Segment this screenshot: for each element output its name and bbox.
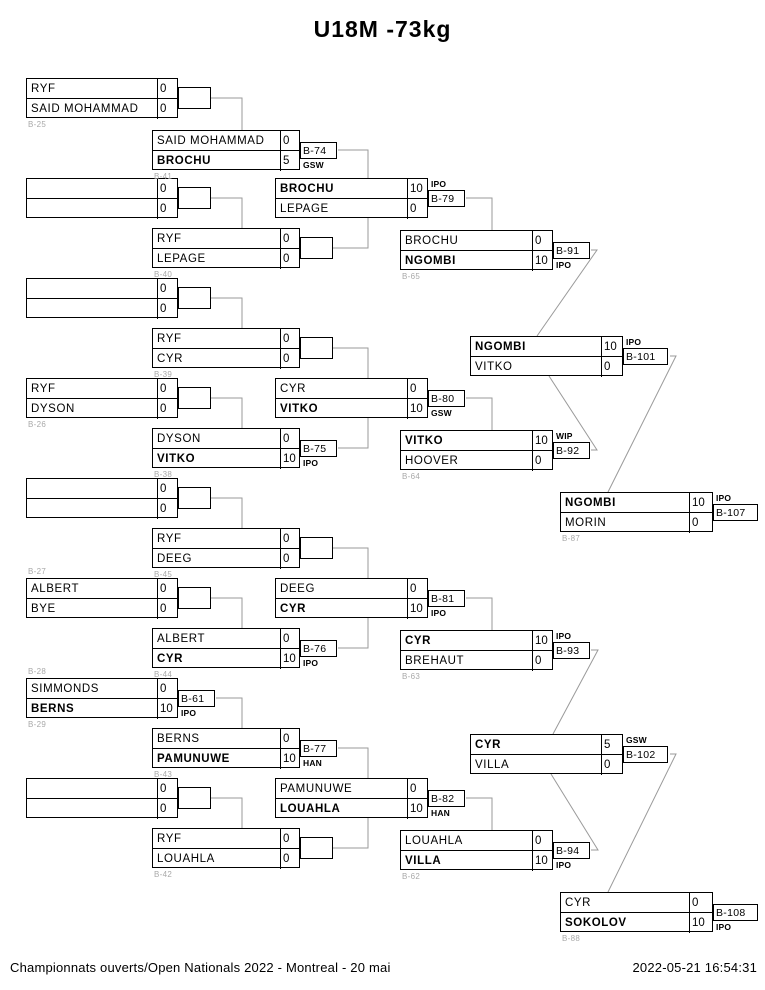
athlete-score: 0 [157, 99, 177, 119]
bracket-line [333, 348, 368, 378]
athlete-score: 10 [532, 631, 552, 651]
athlete-score: 0 [601, 755, 622, 775]
athlete-name: VITKO [475, 361, 513, 373]
match-box [470, 336, 623, 376]
bracket-line [466, 598, 492, 630]
athlete-name: BERNS [157, 732, 200, 745]
athlete-score: 10 [280, 449, 299, 469]
athlete-name: DEEG [280, 582, 315, 595]
athlete-name: CYR [157, 653, 184, 665]
match-number-tag: B-80 [428, 390, 465, 407]
bracket-line [338, 150, 368, 178]
athlete-row [27, 379, 177, 399]
event-title: Championnats ouverts/Open Nationals 2022 - Montreal - 20 mai [10, 960, 391, 975]
match-box [26, 278, 178, 318]
athlete-name: DEEG [157, 553, 192, 565]
athlete-score: 0 [280, 629, 299, 649]
connector-box [178, 587, 211, 609]
bracket-line [333, 218, 368, 248]
athlete-row [153, 429, 299, 449]
athlete-score: 0 [532, 231, 552, 251]
athlete-row [27, 599, 177, 619]
match-box [26, 378, 178, 418]
match-box [560, 492, 713, 532]
athlete-score: 0 [280, 729, 299, 749]
athlete-row [276, 199, 427, 219]
athlete-score: 0 [157, 279, 177, 299]
connector-box [300, 237, 333, 259]
draw-code: B-42 [154, 870, 173, 879]
athlete-row [276, 399, 427, 419]
athlete-row [27, 299, 177, 319]
match-number-tag: B-101 [623, 348, 668, 365]
athlete-score: 0 [157, 779, 177, 799]
athlete-name: RYF [157, 832, 182, 845]
match-number-tag: B-107 [713, 504, 758, 521]
athlete-name: NGOMBI [475, 340, 526, 353]
athlete-name: RYF [31, 82, 56, 95]
athlete-name: PAMUNUWE [280, 782, 353, 795]
athlete-name: RYF [31, 382, 56, 395]
athlete-name: VITKO [157, 453, 196, 465]
connector-box [178, 487, 211, 509]
draw-code: B-41 [154, 172, 173, 181]
athlete-name: CYR [565, 896, 592, 909]
athlete-score: 0 [280, 529, 299, 549]
athlete-score: 0 [157, 199, 177, 219]
match-box [400, 830, 553, 870]
athlete-score: 0 [407, 579, 427, 599]
athlete-row [401, 251, 552, 271]
athlete-row [561, 493, 712, 513]
athlete-name: LEPAGE [280, 203, 329, 215]
match-box [26, 778, 178, 818]
athlete-name: ALBERT [157, 632, 206, 645]
athlete-name: CYR [405, 634, 432, 647]
athlete-name: VILLA [475, 759, 510, 771]
athlete-score: 0 [157, 679, 177, 699]
athlete-score: 0 [157, 479, 177, 499]
draw-code: B-45 [154, 570, 173, 579]
athlete-score: 0 [407, 379, 427, 399]
athlete-row [401, 451, 552, 471]
athlete-row [401, 631, 552, 651]
athlete-score: 0 [157, 599, 177, 619]
athlete-name: ALBERT [31, 582, 80, 595]
match-box [26, 678, 178, 718]
bracket-line [338, 618, 368, 648]
athlete-name: SAID MOHAMMAD [31, 103, 139, 115]
match-number-tag: B-76 [300, 640, 337, 657]
athlete-row [561, 513, 712, 533]
athlete-name: VITKO [405, 434, 444, 447]
win-type-note: IPO [556, 260, 572, 270]
athlete-row [153, 729, 299, 749]
athlete-row [471, 337, 622, 357]
athlete-score: 10 [280, 749, 299, 769]
win-type-note: GSW [431, 408, 452, 418]
athlete-row [153, 229, 299, 249]
athlete-name: BROCHU [157, 155, 212, 167]
athlete-score: 10 [407, 399, 427, 419]
athlete-score: 0 [280, 329, 299, 349]
athlete-name: NGOMBI [405, 255, 456, 267]
athlete-row [27, 479, 177, 499]
athlete-name: HOOVER [405, 455, 459, 467]
match-number-tag: B-108 [713, 904, 758, 921]
athlete-row [401, 431, 552, 451]
athlete-name: DYSON [157, 432, 201, 445]
win-type-note: IPO [303, 658, 319, 668]
bracket-line [211, 598, 242, 628]
win-type-note: IPO [716, 493, 732, 503]
win-type-note: IPO [303, 458, 319, 468]
athlete-score: 0 [157, 499, 177, 519]
athlete-name: CYR [157, 353, 184, 365]
athlete-name: BERNS [31, 703, 75, 715]
athlete-score: 10 [532, 851, 552, 871]
draw-code: B-29 [28, 720, 47, 729]
draw-code: B-40 [154, 270, 173, 279]
draw-code: B-44 [154, 670, 173, 679]
match-number-tag: B-75 [300, 440, 337, 457]
draw-code: B-87 [562, 534, 581, 543]
athlete-row [27, 279, 177, 299]
athlete-score: 0 [157, 299, 177, 319]
athlete-row [153, 749, 299, 769]
athlete-row [27, 79, 177, 99]
athlete-row [276, 379, 427, 399]
draw-code: B-39 [154, 370, 173, 379]
match-box [26, 478, 178, 518]
win-type-note: IPO [181, 708, 197, 718]
athlete-row [27, 799, 177, 819]
bracket-line [211, 298, 242, 328]
athlete-name: VITKO [280, 403, 319, 415]
match-number-tag: B-81 [428, 590, 465, 607]
athlete-name: SAID MOHAMMAD [157, 134, 265, 147]
match-box [152, 728, 300, 768]
win-type-note: WIP [556, 431, 573, 441]
athlete-row [276, 779, 427, 799]
athlete-row [561, 893, 712, 913]
athlete-score: 0 [280, 229, 299, 249]
match-box [470, 734, 623, 774]
match-box [275, 578, 428, 618]
athlete-row [276, 799, 427, 819]
athlete-row [561, 913, 712, 933]
athlete-row [276, 599, 427, 619]
bracket-line [211, 98, 242, 130]
athlete-score: 5 [280, 151, 299, 171]
athlete-score: 0 [280, 429, 299, 449]
win-type-note: HAN [431, 808, 451, 818]
connector-box [300, 337, 333, 359]
match-number-tag: B-94 [553, 842, 590, 859]
bracket-line [466, 198, 492, 230]
match-box [26, 78, 178, 118]
draw-code: B-25 [28, 120, 47, 129]
win-type-note: IPO [431, 608, 447, 618]
athlete-score: 0 [532, 451, 552, 471]
match-number-tag: B-77 [300, 740, 337, 757]
athlete-score: 0 [601, 357, 622, 377]
connector-box [178, 287, 211, 309]
connector-box [300, 537, 333, 559]
draw-code: B-43 [154, 770, 173, 779]
match-box [152, 428, 300, 468]
bracket-line [333, 818, 368, 848]
draw-code: B-62 [402, 872, 421, 881]
athlete-score: 0 [532, 831, 552, 851]
athlete-name: VILLA [405, 855, 442, 867]
match-box [152, 628, 300, 668]
athlete-row [401, 231, 552, 251]
match-number-tag: B-61 [178, 690, 215, 707]
athlete-row [276, 579, 427, 599]
athlete-row [276, 179, 427, 199]
draw-code: B-88 [562, 934, 581, 943]
match-number-tag: B-82 [428, 790, 465, 807]
win-type-note: GSW [626, 735, 647, 745]
athlete-row [153, 449, 299, 469]
athlete-row [27, 199, 177, 219]
athlete-score: 0 [407, 779, 427, 799]
draw-code: B-27 [28, 567, 47, 576]
athlete-row [153, 529, 299, 549]
match-box [275, 778, 428, 818]
draw-code: B-28 [28, 667, 47, 676]
match-box [275, 178, 428, 218]
connector-box [300, 837, 333, 859]
athlete-score: 0 [689, 893, 712, 913]
match-number-tag: B-74 [300, 142, 337, 159]
match-box [152, 130, 300, 170]
athlete-score: 0 [157, 799, 177, 819]
athlete-score: 0 [407, 199, 427, 219]
athlete-score: 0 [280, 349, 299, 369]
match-number-tag: B-93 [553, 642, 590, 659]
athlete-score: 0 [280, 549, 299, 569]
match-box [400, 630, 553, 670]
athlete-score: 0 [689, 513, 712, 533]
connector-box [178, 787, 211, 809]
athlete-row [401, 831, 552, 851]
bracket-line [216, 698, 242, 728]
print-timestamp: 2022-05-21 16:54:31 [632, 960, 757, 975]
athlete-score: 0 [532, 651, 552, 671]
match-box [275, 378, 428, 418]
bracket-line [333, 548, 368, 578]
athlete-score: 10 [407, 599, 427, 619]
draw-code: B-26 [28, 420, 47, 429]
athlete-row [27, 99, 177, 119]
athlete-row [27, 499, 177, 519]
match-box [152, 228, 300, 268]
win-type-note: IPO [716, 922, 732, 932]
athlete-score: 0 [157, 399, 177, 419]
match-box [26, 178, 178, 218]
athlete-score: 0 [157, 379, 177, 399]
bracket-line [466, 798, 492, 830]
win-type-note: IPO [431, 179, 447, 189]
match-box [400, 430, 553, 470]
match-number-tag: B-91 [553, 242, 590, 259]
draw-code: B-38 [154, 470, 173, 479]
athlete-score: 10 [532, 251, 552, 271]
athlete-row [401, 651, 552, 671]
win-type-note: IPO [556, 631, 572, 641]
athlete-row [153, 629, 299, 649]
athlete-score: 10 [407, 799, 427, 819]
athlete-name: RYF [157, 532, 182, 545]
athlete-name: SIMMONDS [31, 682, 100, 695]
draw-code: B-65 [402, 272, 421, 281]
match-box [152, 828, 300, 868]
draw-code: B-63 [402, 672, 421, 681]
athlete-score: 10 [280, 649, 299, 669]
match-number-tag: B-92 [553, 442, 590, 459]
bracket-line [338, 418, 368, 448]
athlete-row [153, 131, 299, 151]
athlete-row [401, 851, 552, 871]
athlete-score: 0 [157, 179, 177, 199]
athlete-name: BYE [31, 603, 56, 615]
bracket-line [211, 398, 242, 428]
match-number-tag: B-102 [623, 746, 668, 763]
athlete-row [471, 357, 622, 377]
match-box [152, 528, 300, 568]
athlete-score: 10 [689, 493, 712, 513]
athlete-score: 10 [601, 337, 622, 357]
athlete-score: 0 [157, 79, 177, 99]
athlete-name: CYR [475, 738, 502, 751]
match-box [152, 328, 300, 368]
athlete-score: 0 [280, 829, 299, 849]
athlete-name: LEPAGE [157, 253, 206, 265]
athlete-score: 0 [157, 579, 177, 599]
athlete-score: 10 [689, 913, 712, 933]
athlete-row [27, 579, 177, 599]
athlete-name: CYR [280, 382, 307, 395]
athlete-name: RYF [157, 332, 182, 345]
athlete-row [153, 249, 299, 269]
athlete-row [153, 549, 299, 569]
athlete-name: LOUAHLA [405, 834, 463, 847]
athlete-score: 0 [280, 249, 299, 269]
athlete-row [153, 649, 299, 669]
athlete-name: CYR [280, 603, 307, 615]
athlete-score: 10 [407, 179, 427, 199]
draw-code: B-64 [402, 472, 421, 481]
athlete-name: NGOMBI [565, 496, 616, 509]
athlete-row [27, 679, 177, 699]
bracket-line [211, 798, 242, 828]
athlete-name: PAMUNUWE [157, 753, 230, 765]
athlete-score: 0 [280, 849, 299, 869]
win-type-note: IPO [556, 860, 572, 870]
match-box [560, 892, 713, 932]
page-title: U18M -73kg [313, 16, 452, 42]
athlete-row [27, 779, 177, 799]
athlete-score: 10 [157, 699, 177, 719]
athlete-row [153, 329, 299, 349]
athlete-row [153, 151, 299, 171]
connector-box [178, 187, 211, 209]
bracket-line [551, 774, 598, 850]
athlete-score: 0 [280, 131, 299, 151]
athlete-row [27, 699, 177, 719]
connector-box [178, 387, 211, 409]
athlete-row [471, 755, 622, 775]
athlete-row [153, 829, 299, 849]
bracket-line [553, 650, 598, 734]
athlete-row [27, 399, 177, 419]
match-box [400, 230, 553, 270]
athlete-name: BROCHU [280, 182, 335, 195]
athlete-score: 10 [532, 431, 552, 451]
bracket-line [466, 398, 492, 430]
athlete-name: LOUAHLA [157, 853, 215, 865]
athlete-row [153, 349, 299, 369]
athlete-name: BREHAUT [405, 655, 465, 667]
athlete-row [471, 735, 622, 755]
athlete-name: SOKOLOV [565, 917, 627, 929]
athlete-name: LOUAHLA [280, 803, 341, 815]
match-box [26, 578, 178, 618]
win-type-note: GSW [303, 160, 324, 170]
win-type-note: IPO [626, 337, 642, 347]
athlete-name: MORIN [565, 517, 607, 529]
athlete-name: DYSON [31, 403, 75, 415]
bracket-line [211, 498, 242, 528]
athlete-name: BROCHU [405, 234, 459, 247]
athlete-row [153, 849, 299, 869]
connector-box [178, 87, 211, 109]
bracket-line [211, 198, 242, 228]
match-number-tag: B-79 [428, 190, 465, 207]
win-type-note: HAN [303, 758, 323, 768]
athlete-score: 5 [601, 735, 622, 755]
athlete-name: RYF [157, 232, 182, 245]
athlete-row [27, 179, 177, 199]
bracket-line [338, 748, 368, 778]
